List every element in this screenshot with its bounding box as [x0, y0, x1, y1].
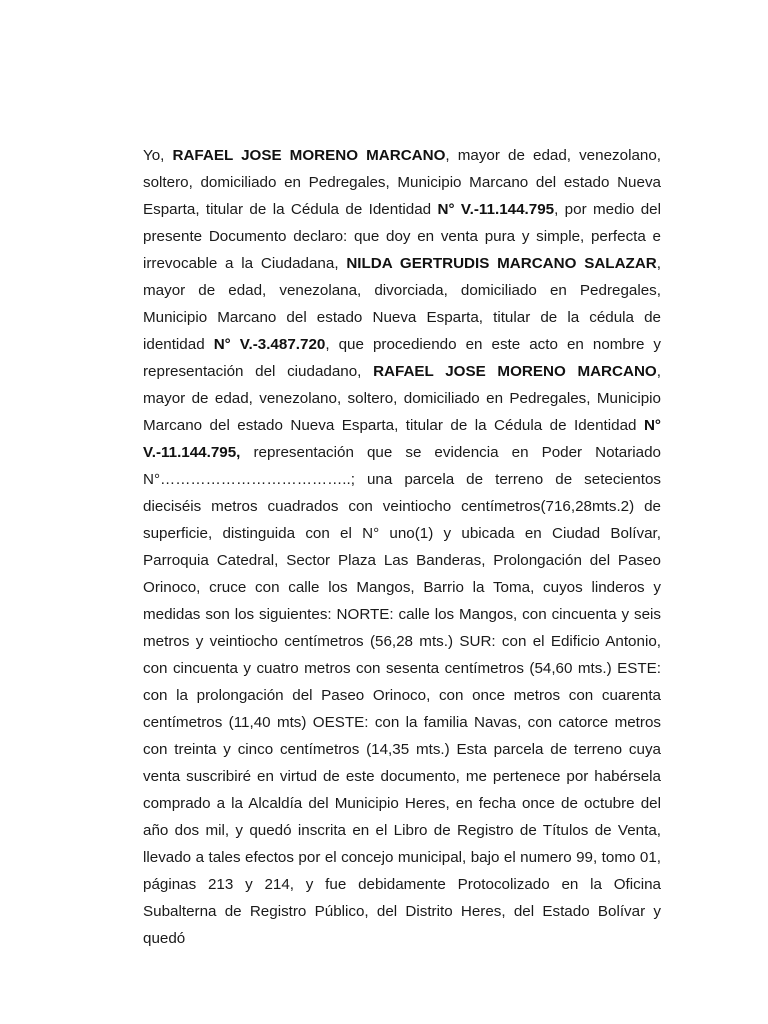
represented-name: RAFAEL JOSE MORENO MARCANO: [373, 363, 657, 380]
text-segment: representación que se evidencia en Poder Notariado N°………………………………..; una parcela de terreno de setecientos dieciséis metros cuadrados con veintiocho centímetros(716,28mts.2) de superficie, distinguida con el N° uno(1) y ubicada en Ciudad Bolívar, Parroquia Catedral, Sector Plaza Las Banderas, Prolongación del Paseo Orinoco, cruce con calle los Mangos, Barrio la Toma, cuyos linderos y medidas son los siguientes: NORTE: calle los Mangos, con cincuenta y seis metros y veintiocho centímetros (56,28 mts.) SUR: con el Edificio Antonio, con cincuenta y cuatro metros con sesenta centímetros (54,60 mts.) ESTE: con la prolongación del Paseo Orinoco, con once metros con cuarenta centímetros (11,40 mts) OESTE: con la familia Navas, con catorce metros con treinta y cinco centímetros (14,35 mts.) Esta parcela de terreno cuya venta suscribiré en virtud de este documento, me pertenece por habérsela comprado a la Alcaldía del Municipio Heres, en fecha once de octubre del año dos mil, y quedó inscrita en el Libro de Registro de Títulos de Venta, llevado a tales efectos por el concejo municipal, bajo el numero 99, tomo 01, páginas 213 y 214, y fue debidamente Protocolizado en la Oficina Subalterna de Registro Público, del Distrito Heres, del Estado Bolívar y quedó: [143, 444, 661, 947]
text-segment: , mayor de edad, venezolano, soltero, domiciliado en Pedregales, Municipio Marcano del estado Nueva Esparta, titular de la Cédula de Identidad: [143, 363, 661, 434]
seller-name: RAFAEL JOSE MORENO MARCANO: [172, 147, 446, 164]
buyer-id-number: N° V.-3.487.720: [213, 336, 326, 353]
text-segment: , por medio del presente Documento declaro: que doy en venta pura y simple, perfecta e irrevocable a la Ciudadana,: [143, 201, 661, 272]
buyer-name: NILDA GERTRUDIS MARCANO SALAZAR: [346, 255, 657, 272]
text-segment: , mayor de edad, venezolano, soltero, domiciliado en Pedregales, Municipio Marcano del estado Nueva Esparta, titular de la Cédula de Identidad: [143, 147, 661, 218]
text-segment: , que procediendo en este acto en nombre y representación del ciudadano,: [143, 336, 662, 380]
seller-id-number: N° V.-11.144.795: [437, 201, 555, 218]
text-segment: Yo,: [143, 147, 173, 164]
represented-id-number: N° V.-11.144.795,: [143, 417, 661, 461]
document-paragraph: [143, 142, 661, 952]
text-segment: , mayor de edad, venezolana, divorciada, domiciliado en Pedregales, Municipio Marcano del estado Nueva Esparta, titular de la cédula de identidad: [143, 255, 661, 353]
